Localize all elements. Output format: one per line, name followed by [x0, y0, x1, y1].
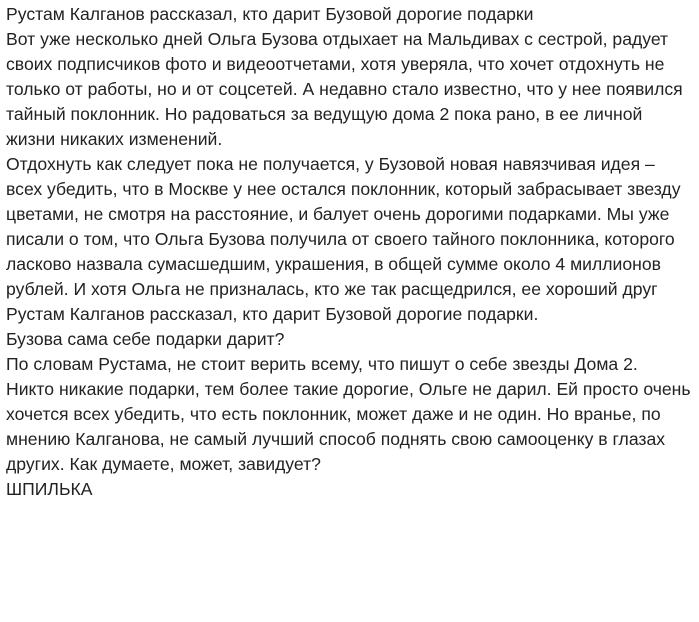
paragraph-2-line: всех убедить, что в Москве у нее остался поклонник, который забрасывает звезду [6, 179, 681, 199]
paragraph-2-line: писали о том, что Ольга Бузова получила от своего тайного поклонника, которого [6, 229, 675, 249]
paragraph-3-line: других. Как думаете, может, завидует? [6, 454, 321, 474]
article [6, 0, 696, 502]
paragraph-1-line: жизни никаких изменений. [6, 129, 223, 149]
paragraph-2-line: рублей. И хотя Ольга не призналась, кто же так расщедрился, ее хороший друг [6, 279, 658, 299]
paragraph-3-line: мнению Калганова, не самый лучший способ поднять свою самооценку в глазах [6, 429, 666, 449]
paragraph-2-line: Рустам Калганов рассказал, кто дарит Бузовой дорогие подарки. [6, 304, 539, 324]
paragraph-2-line: ласково назвала сумасшедшим, украшения, в общей сумме около 4 миллионов [6, 254, 662, 274]
subheading-block [6, 327, 696, 352]
paragraph-2 [6, 152, 696, 327]
paragraph-3 [6, 352, 696, 477]
paragraph-2-line: Отдохнуть как следует пока не получается, у Бузовой новая навязчивая идея – [6, 154, 655, 174]
paragraph-3-line: хочется всех убедить, что есть поклонник, может даже и не один. Но вранье, по [6, 404, 661, 424]
source-block [6, 477, 696, 502]
paragraph-3-line: Никто никакие подарки, тем более такие дорогие, Ольге не дарил. Ей просто очень [6, 379, 691, 399]
article-title: Рустам Калганов рассказал, кто дарит Бузовой дорогие подарки [6, 4, 534, 24]
source-label: ШПИЛЬКА [6, 479, 93, 499]
paragraph-2-line: цветами, не смотря на расстояние, и балует очень дорогими подарками. Мы уже [6, 204, 670, 224]
paragraph-1 [6, 27, 696, 152]
paragraph-3-line: По словам Рустама, не стоит верить всему, что пишут о себе звезды Дома 2. [6, 354, 638, 374]
paragraph-1-line: только от работы, но и от соцсетей. А недавно стало известно, что у нее появился [6, 79, 683, 99]
paragraph-1-line: Вот уже несколько дней Ольга Бузова отдыхает на Мальдивах с сестрой, радует [6, 29, 669, 49]
subheading: Бузова сама себе подарки дарит? [6, 329, 285, 349]
paragraph-1-line: своих подписчиков фото и видеоотчетами, хотя уверяла, что хочет отдохнуть не [6, 54, 665, 74]
paragraph-1-line: тайный поклонник. Но радоваться за ведущую дома 2 пока рано, в ее личной [6, 104, 643, 124]
